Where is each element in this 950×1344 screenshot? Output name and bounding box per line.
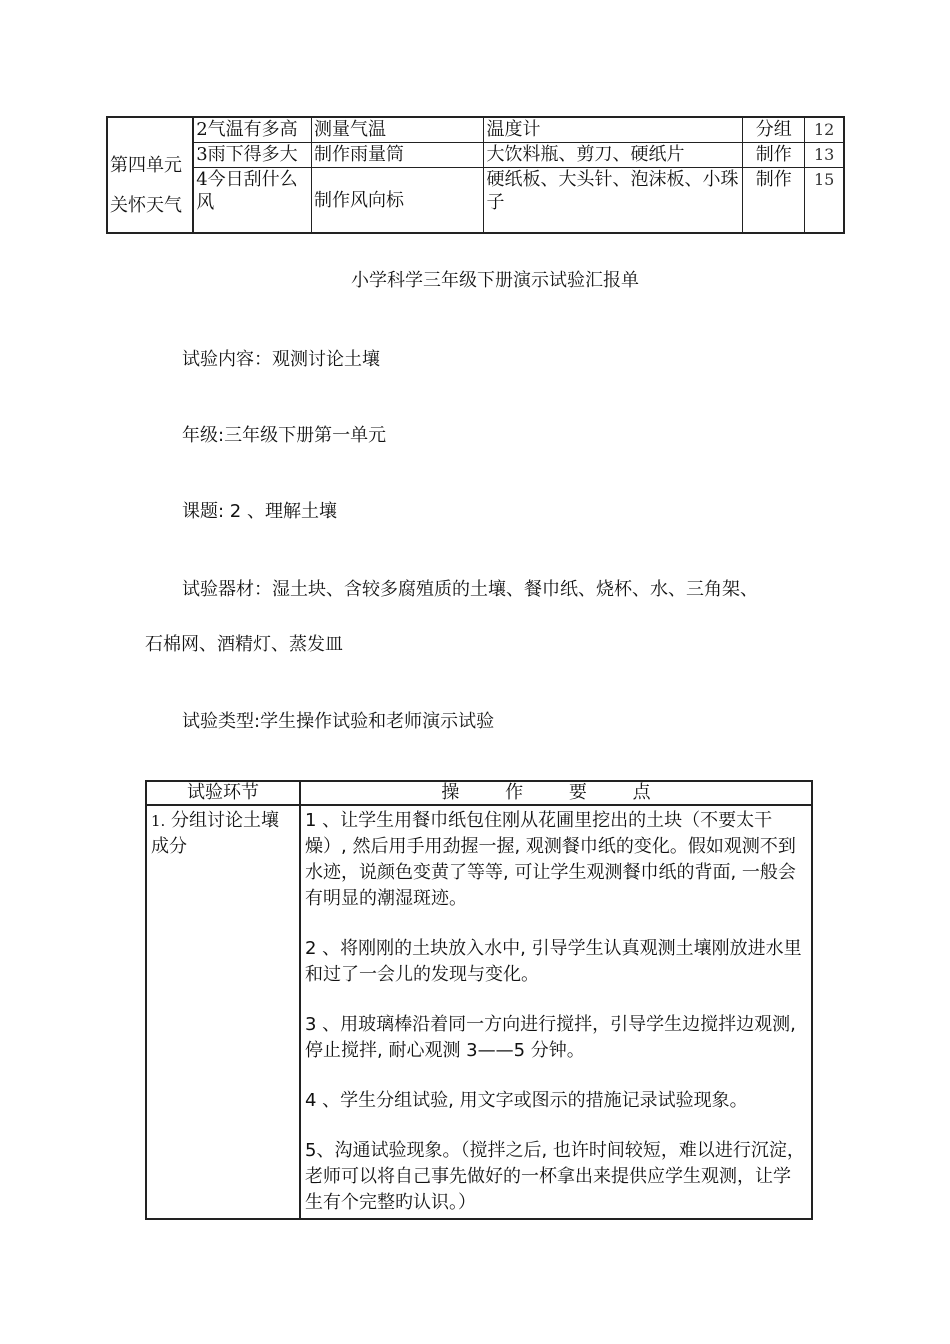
experiment-content: 试验内容：观测讨论土壤	[182, 349, 380, 370]
procedure-table	[145, 780, 813, 1220]
materials-cell: 硬纸板、大头针、泡沫板、小珠子	[484, 168, 743, 234]
lesson-number: 3	[196, 144, 208, 165]
activity-cell: 制作雨量筒	[312, 143, 484, 168]
header-points: 操 作 要 点	[300, 781, 812, 805]
equipment-line-2: 石棉网、酒精灯、蒸发皿	[145, 634, 343, 655]
step-2: 2 、将刚刚的土块放入水中, 引导学生认真观测土壤刚放进水里和过了一会儿的发现与变化。	[305, 938, 802, 985]
report-title: 小学科学三年级下册演示试验汇报单	[351, 270, 639, 291]
stage-label: 分组讨论土壤成分	[151, 810, 280, 857]
lesson-number: 4	[196, 169, 208, 190]
index-cell: 12	[805, 117, 844, 143]
experiment-type: 试验类型:学生操作试验和老师演示试验	[182, 711, 495, 732]
header-stage: 试验环节	[146, 781, 300, 805]
activity-cell: 测量气温	[312, 117, 484, 143]
lesson-number: 2	[196, 119, 208, 140]
materials-cell: 大饮料瓶、剪刀、硬纸片	[484, 143, 743, 168]
lesson-cell	[193, 143, 311, 168]
unit-theme: 关怀天气	[110, 195, 182, 216]
topic-line: 课题: 2 、理解土壤	[182, 501, 337, 522]
type-cell: 分组	[743, 117, 805, 143]
step-4: 4 、学生分组试验, 用文字或图示的措施记录试验现象。	[305, 1090, 748, 1111]
step-3: 3 、用玻璃棒沿着同一方向进行搅拌，引导学生边搅拌边观测, 停止搅拌, 耐心观测 3——5 分钟。	[305, 1014, 796, 1061]
type-cell: 制作	[743, 168, 805, 234]
equipment-line-1: 试验器材：湿土块、含较多腐殖质的土壤、餐巾纸、烧杯、水、三角架、	[182, 579, 758, 600]
grade-line: 年级:三年级下册第一单元	[182, 425, 387, 446]
lesson-title: 雨下得多大	[207, 144, 298, 165]
index-cell: 15	[805, 168, 844, 234]
step-1: 1 、让学生用餐巾纸包住刚从花圃里挖出的土块（不要太干燥）, 然后用手用劲握一握, 观测餐巾纸的变化。假如观测不到水迹，说颜色变黄了等等, 可让学生观测餐巾纸的背面, 一般会有明显的潮湿斑迹。	[305, 810, 796, 909]
points-cell	[300, 805, 812, 1219]
stage-cell	[146, 805, 300, 1219]
index-cell: 13	[805, 143, 844, 168]
type-cell: 制作	[743, 143, 805, 168]
unit-name: 第四单元	[110, 155, 182, 176]
activity-cell: 制作风向标	[312, 168, 484, 234]
lesson-cell	[193, 117, 311, 143]
lesson-table	[106, 116, 845, 234]
materials-cell: 温度计	[484, 117, 743, 143]
stage-number: 1.	[151, 812, 166, 830]
lesson-cell	[193, 168, 311, 234]
unit-cell	[107, 117, 193, 233]
lesson-title: 气温有多高	[207, 119, 298, 140]
lesson-title: 今日刮什么风	[196, 169, 298, 213]
step-5: 5、沟通试验现象。（搅拌之后, 也许时间较短，难以进行沉淀，老师可以将自己事先做好的一杯拿出来提供应学生观测，让学生有个完整旳认识。）	[305, 1140, 805, 1213]
